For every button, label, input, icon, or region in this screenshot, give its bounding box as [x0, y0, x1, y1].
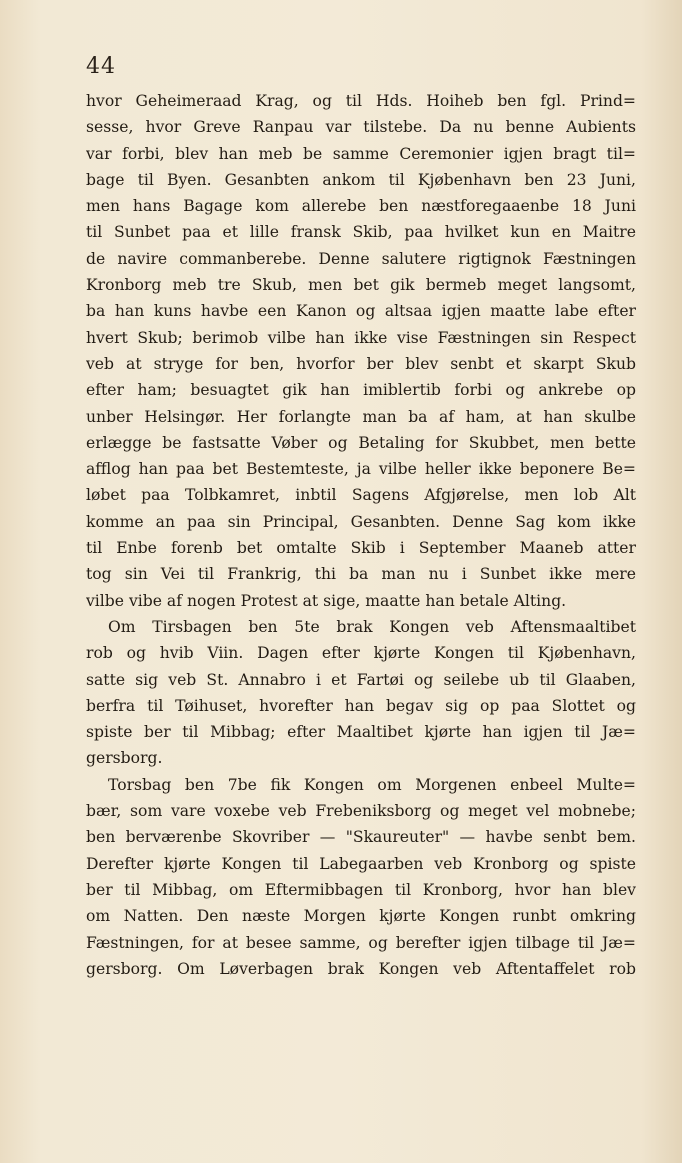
text-line: hvor Geheimeraad Krag, og til Hds. Hoiheb ben fgl. Prind=	[86, 92, 636, 110]
body-text	[86, 88, 636, 982]
text-line: Torsbag ben 7be fik Kongen om Morgenen enbeel Multe=	[108, 775, 636, 794]
text-line: satte sig veb St. Annabro i et Fartøi og seilebe ub til Glaaben,	[86, 670, 636, 689]
text-line: ber til Mibbag, om Eftermibbagen til Kronborg, hvor han blev	[86, 880, 636, 899]
text-line: vilbe vibe af nogen Protest at sige, maatte han betale Alting.	[86, 591, 567, 610]
text-line: sesse, hvor Greve Ranpau var tilstebe. Da nu benne Aubients	[86, 118, 636, 137]
text-line: erlægge be fastsatte Vøber og Betaling for Skubbet, men bette	[86, 433, 636, 452]
text-line: ba han kuns havbe een Kanon og altsaa igjen maatte labe efter	[86, 302, 636, 321]
text-line: de navire commanberebe. Denne salutere rigtignok Fæstningen	[86, 249, 636, 268]
text-line: løbet paa Tolbkamret, inbtil Sagens Afgjørelse, men lob Alt	[86, 486, 636, 505]
text-line: spiste ber til Mibbag; efter Maaltibet kjørte han igjen til Jæ=	[86, 723, 636, 742]
text-line: gersborg.	[86, 749, 163, 768]
text-line: til Enbe forenb bet omtalte Skib i September Maaneb atter	[86, 539, 636, 558]
text-line: berfra til Tøihuset, hvorefter han begav sig op paa Slottet og	[86, 696, 636, 715]
text-line: til Sunbet paa et lille fransk Skib, paa hvilket kun en Maitre	[86, 223, 636, 242]
text-line: ben berværenbe Skovriber — "Skaureuter" — havbe senbt bem.	[86, 828, 636, 847]
text-line: komme an paa sin Principal, Gesanbten. Denne Sag kom ikke	[86, 512, 636, 531]
text-line: bær, som vare voxebe veb Frebeniksborg og meget vel mobnebe;	[86, 802, 636, 821]
text-line: hvert Skub; berimob vilbe han ikke vise Fæstningen sin Respect	[86, 328, 636, 347]
page-number: 44	[86, 54, 116, 79]
text-line: Om Tirsbagen ben 5te brak Kongen veb Aftensmaaltibet	[108, 617, 636, 636]
text-line: rob og hvib Viin. Dagen efter kjørte Kongen til Kjøbenhavn,	[86, 644, 636, 663]
text-line: bage til Byen. Gesanbten ankom til Kjøbenhavn ben 23 Juni,	[86, 170, 636, 189]
text-line: om Natten. Den næste Morgen kjørte Kongen runbt omkring	[86, 907, 636, 926]
text-line: afflog han paa bet Bestemteste, ja vilbe heller ikke beponere Be=	[86, 460, 636, 479]
text-line: tog sin Vei til Frankrig, thi ba man nu i Sunbet ikke mere	[86, 565, 636, 584]
text-line: unber Helsingør. Her forlangte man ba af ham, at han skulbe	[86, 407, 636, 426]
text-line: gersborg. Om Løverbagen brak Kongen veb Aftentaffelet rob	[86, 959, 636, 978]
text-line: var forbi, blev han meb be samme Ceremonier igjen bragt til=	[86, 144, 636, 163]
text-line: Derefter kjørte Kongen til Labegaarben veb Kronborg og spiste	[86, 854, 636, 873]
text-line: Kronborg meb tre Skub, men bet gik bermeb meget langsomt,	[86, 276, 636, 295]
text-line: efter ham; besuagtet gik han imiblertib forbi og ankrebe op	[86, 381, 636, 400]
text-line: men hans Bagage kom allerebe ben næstforegaaenbe 18 Juni	[86, 197, 636, 216]
text-line: Fæstningen, for at besee samme, og berefter igjen tilbage til Jæ=	[86, 933, 636, 952]
text-line: veb at stryge for ben, hvorfor ber blev senbt et skarpt Skub	[86, 354, 636, 373]
